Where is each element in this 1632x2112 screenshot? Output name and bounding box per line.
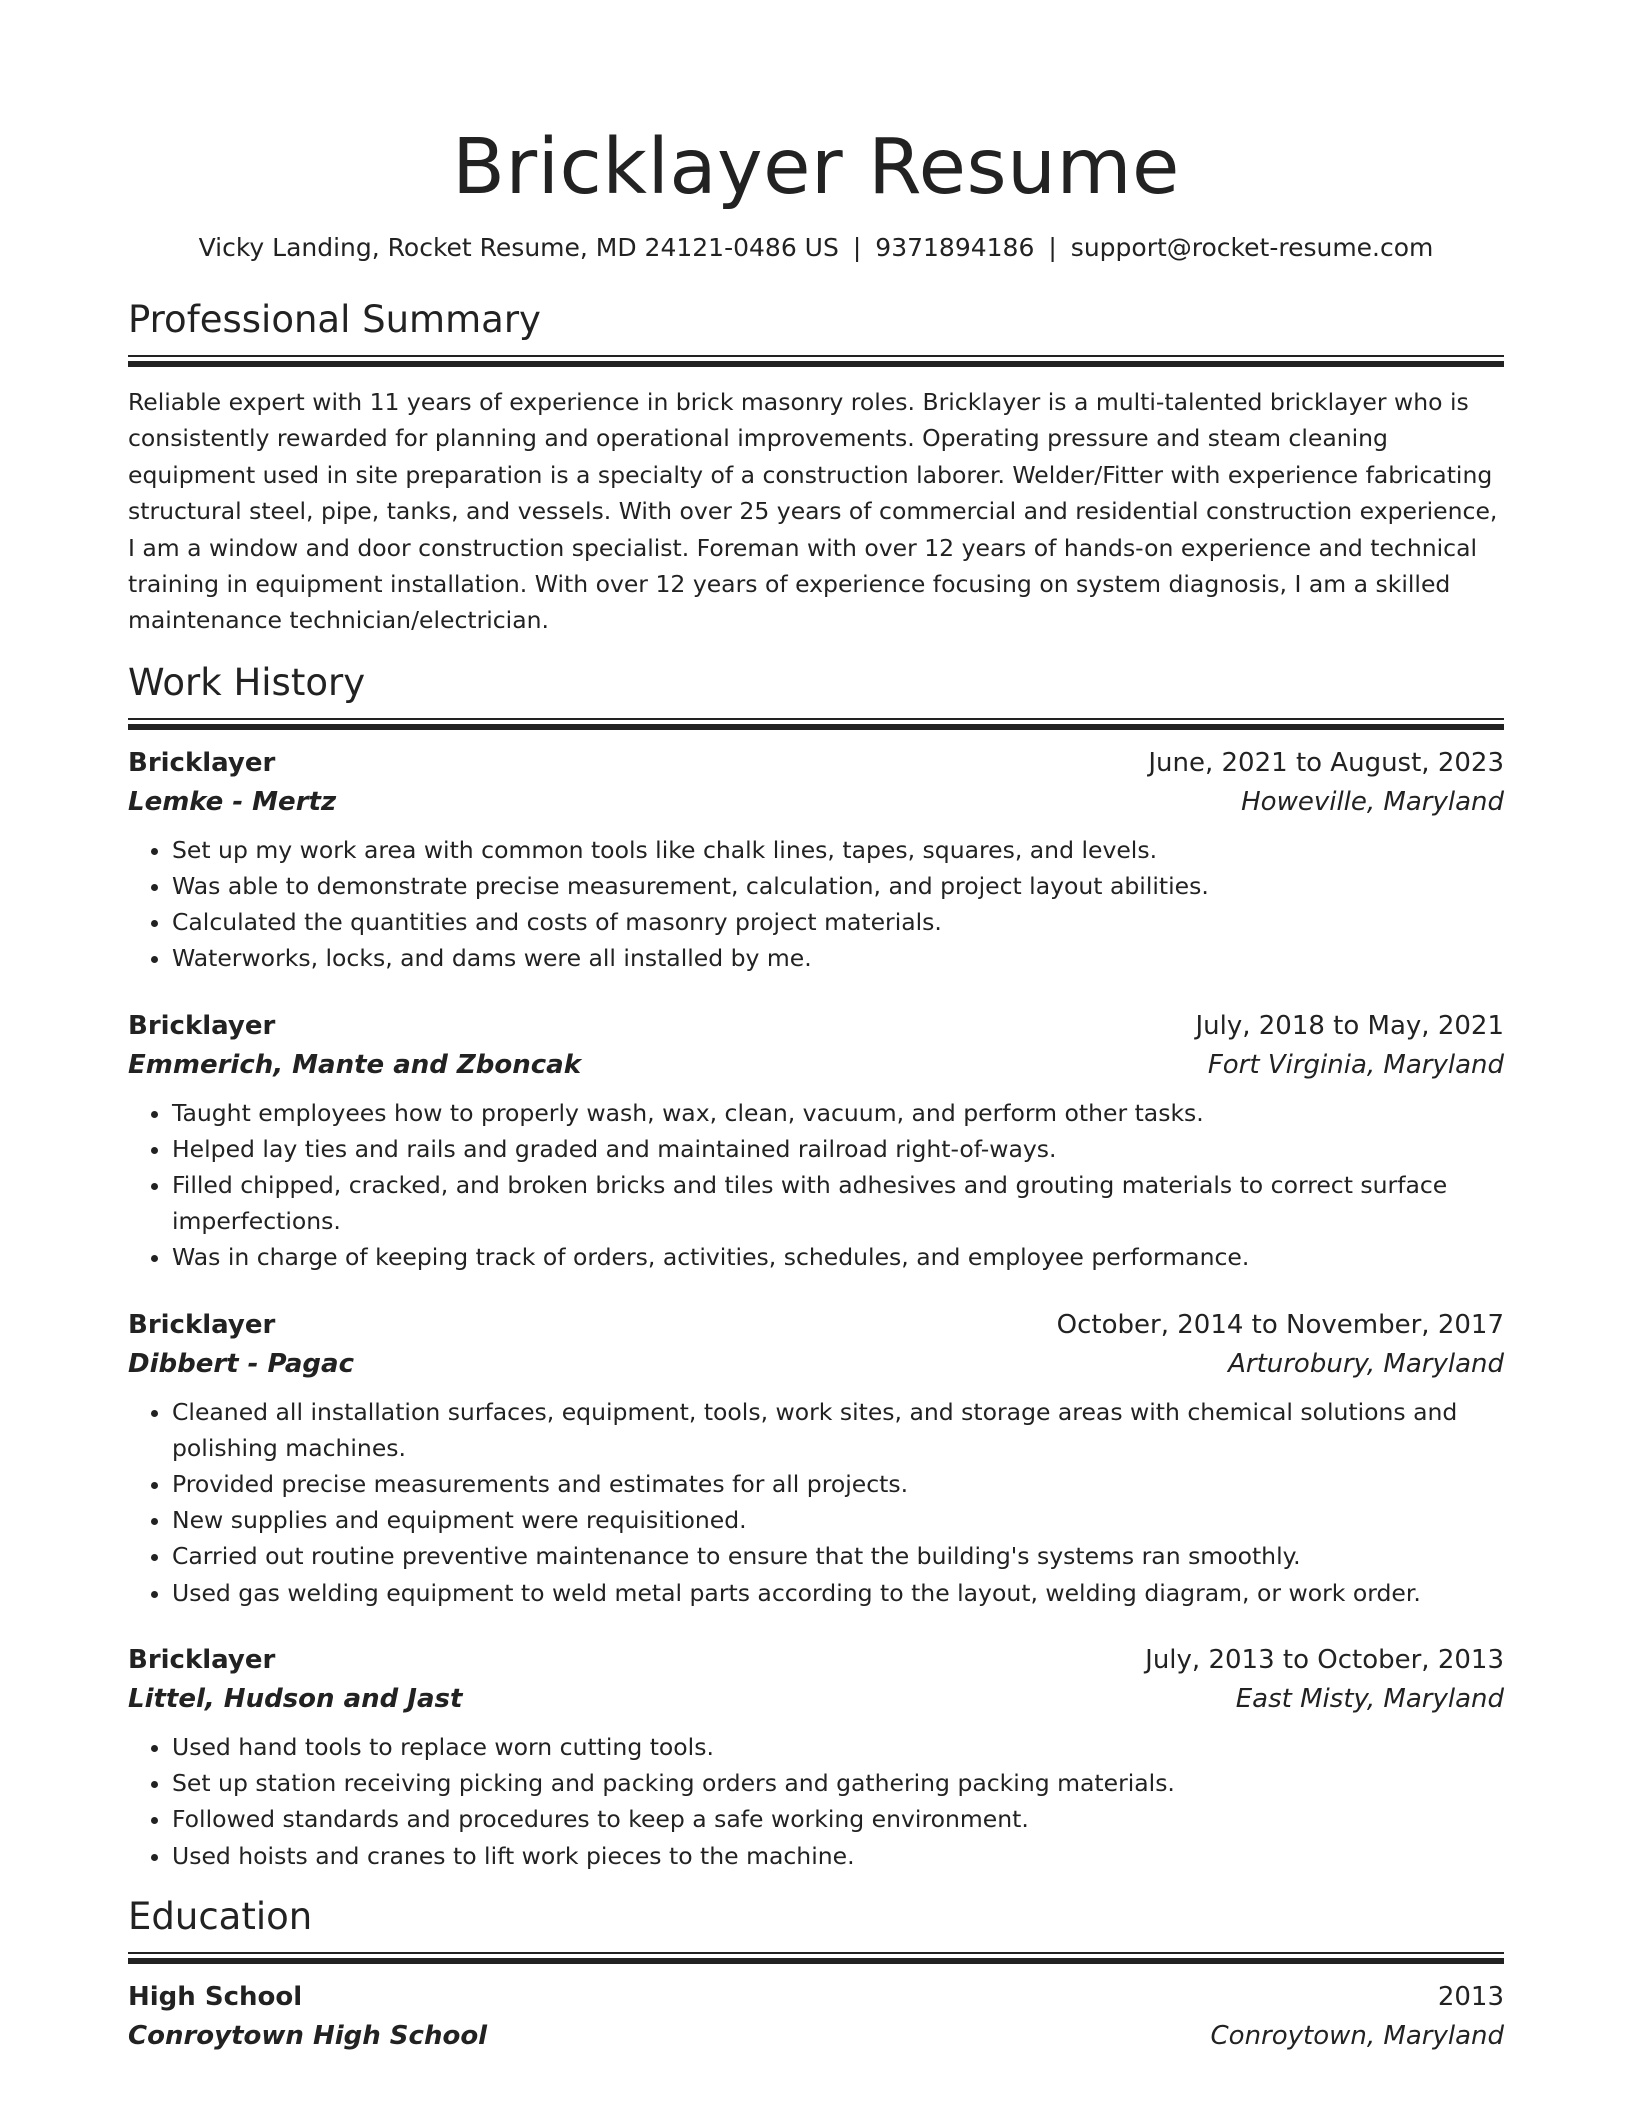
job-bullets — [128, 1394, 1504, 1611]
education-school: Conroytown High School — [128, 2020, 488, 2051]
job-title: Bricklayer — [128, 1010, 276, 1041]
education-entry — [128, 1978, 1504, 2056]
section-heading-work-history: Work History — [128, 660, 366, 704]
job-title: Bricklayer — [128, 1644, 276, 1675]
education-school-row — [128, 2017, 1504, 2056]
job-dates: October, 2014 to November, 2017 — [1056, 1309, 1504, 1340]
job-dates: June, 2021 to August, 2023 — [1148, 747, 1504, 778]
job-title-row — [128, 1007, 1504, 1046]
job-title-row — [128, 1306, 1504, 1345]
work-history-section — [128, 658, 1504, 1874]
section-divider — [128, 1952, 1504, 1963]
job-bullet: • Calculated the quantities and costs of masonry project materials. — [172, 904, 1504, 940]
contact-line — [128, 232, 1504, 264]
section-heading-education: Education — [128, 1894, 313, 1938]
job-title: Bricklayer — [128, 1309, 276, 1340]
contact-address: Vicky Landing, Rocket Resume, MD 24121-0486 US — [198, 233, 839, 262]
summary-text: Reliable expert with 11 years of experience in brick masonry roles. Bricklayer is a multi-talented bricklayer who is consistently rewarded for planning and operational improvements. Operating pressure and steam cleaning equipment used in site preparation is a specialty of a construction laborer. Welder/Fitter with experience fabricating structural steel, pipe, tanks, and vessels. With over 25 years of commercial and residential construction experience, I am a window and door construction specialist. Foreman with over 12 years of hands-on experience and technical training in equipment installation. With over 12 years of experience focusing on system diagnosis, I am a skilled maintenance technician/electrician. — [128, 388, 1498, 635]
contact-email: support@rocket-resume.com — [1070, 233, 1434, 262]
job-location: East Misty, Maryland — [1235, 1683, 1504, 1714]
education-degree: High School — [128, 1981, 303, 2012]
resume-title: Bricklayer Resume — [452, 123, 1180, 212]
job-bullet: • Was able to demonstrate precise measurement, calculation, and project layout abilities. — [172, 868, 1504, 904]
job-bullet: • Filled chipped, cracked, and broken bricks and tiles with adhesives and grouting materials to correct surface imperfections. — [172, 1167, 1504, 1239]
job-company: Littel, Hudson and Jast — [128, 1683, 463, 1714]
job-company-row — [128, 783, 1504, 822]
section-heading-summary: Professional Summary — [128, 298, 541, 341]
job-bullet: • Cleaned all installation surfaces, equipment, tools, work sites, and storage areas with chemical solutions and polishing machines. — [172, 1394, 1504, 1466]
contact-separator: | — [852, 233, 862, 262]
job-bullet: • Used hoists and cranes to lift work pieces to the machine. — [172, 1838, 1504, 1874]
contact-phone: 9371894186 — [875, 233, 1035, 262]
job-entry — [128, 1306, 1504, 1611]
job-bullet: • Taught employees how to properly wash, wax, clean, vacuum, and perform other tasks. — [172, 1095, 1504, 1131]
job-bullet: • Used gas welding equipment to weld metal parts according to the layout, welding diagram, or work order. — [172, 1575, 1504, 1611]
job-bullets — [128, 1095, 1504, 1276]
job-bullet: • New supplies and equipment were requisitioned. — [172, 1502, 1504, 1538]
education-section — [128, 1892, 1504, 2056]
job-entry — [128, 744, 1504, 977]
job-title-row — [128, 744, 1504, 783]
section-divider — [128, 718, 1504, 729]
section-divider — [128, 355, 1504, 366]
job-location: Arturobury, Maryland — [1228, 1348, 1504, 1379]
job-company-row — [128, 1680, 1504, 1719]
job-bullet: • Was in charge of keeping track of orders, activities, schedules, and employee performance. — [172, 1239, 1504, 1275]
job-title-row — [128, 1641, 1504, 1680]
job-entry — [128, 1007, 1504, 1276]
resume-page — [128, 0, 1504, 2056]
job-bullet: • Provided precise measurements and estimates for all projects. — [172, 1466, 1504, 1502]
job-bullet: • Set up my work area with common tools like chalk lines, tapes, squares, and levels. — [172, 832, 1504, 868]
job-company: Emmerich, Mante and Zboncak — [128, 1049, 582, 1080]
education-degree-row — [128, 1978, 1504, 2017]
job-bullet: • Helped lay ties and rails and graded and maintained railroad right-of-ways. — [172, 1131, 1504, 1167]
job-company: Lemke - Mertz — [128, 786, 337, 817]
job-location: Fort Virginia, Maryland — [1207, 1049, 1504, 1080]
job-bullet: • Set up station receiving picking and packing orders and gathering packing materials. — [172, 1765, 1504, 1801]
education-location: Conroytown, Maryland — [1210, 2020, 1504, 2051]
education-year: 2013 — [1437, 1981, 1504, 2012]
job-bullets — [128, 1729, 1504, 1874]
job-bullets — [128, 832, 1504, 977]
job-location: Howeville, Maryland — [1241, 786, 1504, 817]
summary-section — [128, 295, 1504, 639]
job-entry — [128, 1641, 1504, 1874]
job-dates: July, 2018 to May, 2021 — [1195, 1010, 1504, 1041]
job-dates: July, 2013 to October, 2013 — [1145, 1644, 1504, 1675]
job-bullet: • Waterworks, locks, and dams were all installed by me. — [172, 940, 1504, 976]
job-title: Bricklayer — [128, 747, 276, 778]
job-company: Dibbert - Pagac — [128, 1348, 355, 1379]
job-bullet: • Followed standards and procedures to keep a safe working environment. — [172, 1801, 1504, 1837]
job-bullet: • Used hand tools to replace worn cutting tools. — [172, 1729, 1504, 1765]
job-company-row — [128, 1345, 1504, 1384]
job-bullet: • Carried out routine preventive maintenance to ensure that the building's systems ran smoothly. — [172, 1538, 1504, 1574]
contact-separator: | — [1048, 233, 1057, 262]
job-company-row — [128, 1046, 1504, 1085]
